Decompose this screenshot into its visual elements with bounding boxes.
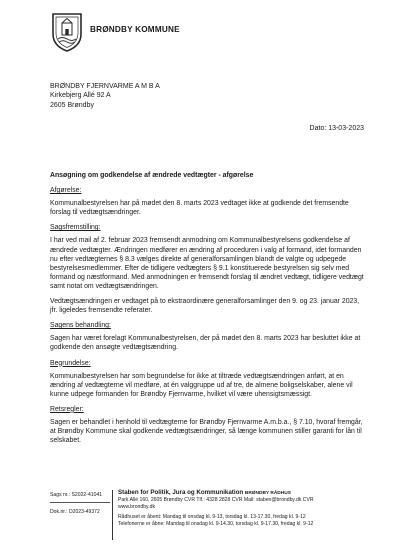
website-link[interactable]: www.brondby.dk bbox=[118, 503, 155, 510]
section-heading-decision: Afgørelse: bbox=[50, 187, 82, 195]
case-handling-paragraph: Sagen har været forelagt Kommunalbestyrelsen, der på mødet den 8. marts 2023 har besluttet ikke at godkende den ansøgte vedtægtsændring. bbox=[50, 335, 361, 352]
recipient-street: Kirkebjerg Allé 92 A bbox=[50, 92, 111, 100]
department-location: BRØNDBY RÅDHUS bbox=[244, 491, 291, 496]
letter-date: Dato: 13-03-2023 bbox=[309, 125, 364, 132]
department-line bbox=[118, 490, 364, 497]
letter-body bbox=[50, 171, 365, 451]
letter-title: Ansøgning om godkendelse af ændrede vedtægter - afgørelse bbox=[50, 172, 254, 179]
recipient-city: 2605 Brøndby bbox=[50, 101, 94, 109]
municipality-crest-icon bbox=[50, 10, 84, 52]
section-heading-case-presentation: Sagsfremstilling: bbox=[50, 224, 101, 232]
section-heading-legal-rules: Retsregler: bbox=[50, 405, 84, 413]
letter-footer bbox=[46, 488, 364, 542]
department-name: Staben for Politik, Jura og Kommunikation bbox=[118, 489, 244, 496]
section-heading-case-handling: Sagens behandling: bbox=[50, 322, 111, 330]
decision-paragraph: Kommunalbestyrelsen har på mødet den 8. marts 2023 vedtaget ikke at godkende det fremsendte forslag til vedtægtsændringer. bbox=[50, 200, 349, 217]
recipient-address bbox=[50, 82, 160, 110]
letterhead bbox=[50, 10, 280, 52]
section-heading-reasoning: Begrundelse: bbox=[50, 359, 91, 367]
footer-vertical-divider bbox=[112, 490, 113, 540]
footer-contact bbox=[118, 490, 364, 527]
contact-address: Park Allé 160, 2605 Brøndby CVR Tlf.: 4328 2828 CVR Mail: staben@brondby.dk CVR bbox=[118, 497, 314, 504]
opening-hours: Rådhuset er åbent: Mandag til onsdag kl. 9-13, torsdag kl. 13-17.30, fredag kl. 9-12 bbox=[118, 514, 306, 521]
case-number: Sags nr.: S2022-41041 bbox=[50, 492, 103, 498]
municipality-name: BRØNDBY KOMMUNE bbox=[90, 25, 180, 34]
footer-divider bbox=[50, 502, 110, 503]
legal-rules-paragraph: Sagen er behandlet i henhold til vedtægterne for Brøndby Fjernvarme A.m.b.a., § 7.10, hvoraf fremgår, at Brøndby Kommune skal godkende vedtægtsændringer, så længe kommunen stiller garanti for lån til selskabet. bbox=[50, 418, 363, 445]
phone-hours: Telefonerne er åbne: Mandag til onsdag kl. 9-14.30, torsdag kl. 9-17.30, fredag kl. 9-12 bbox=[118, 520, 314, 527]
case-presentation-paragraph: Vedtægtsændringen er vedtaget på to ekstraordinære generalforsamlinger den 9. og 23. januar 2023, jfr. ligeledes fremsendte referater. bbox=[50, 298, 360, 315]
reasoning-paragraph: Kommunalbestyrelsen har som begrundelse for ikke at tiltræde vedtægtsændringen anført, at en ændring af vedtægterne vil medføre, at én valggruppe ud af tre, de almene boligselskaber, alene vil kunne udpege formanden for Brøndby Fjernvarme, hvilket vil være uhensigtsmæssigt. bbox=[50, 372, 353, 398]
document-number: Dok.nr.: D2023-49372 bbox=[50, 509, 100, 516]
footer-references bbox=[50, 492, 110, 516]
case-presentation-paragraph: I har ved mail af 2. februar 2023 fremsendt anmodning om Kommunalbestyrelsens godkendelse af ændrede vedtægter. Ændringen medfører en ændring af proceduren i valg af formand, idet formanden nu efter vedtægternes § 8.3 vælges direkte af generalforsamlingen blandt de valgte og udpegede bestyrelsesmedlemmer. Efter de tidligere vedtægters § 9.1 konstituerede bestyrelsen sig selv med formand og næstformand. Med anmodningen er fremsendt forslag til ændret vedtægt, tidligere vedtægt samt notat om vedtægtsændringen. bbox=[50, 237, 364, 290]
recipient-name: BRØNDBY FJERNVARME A M B A bbox=[50, 83, 160, 90]
